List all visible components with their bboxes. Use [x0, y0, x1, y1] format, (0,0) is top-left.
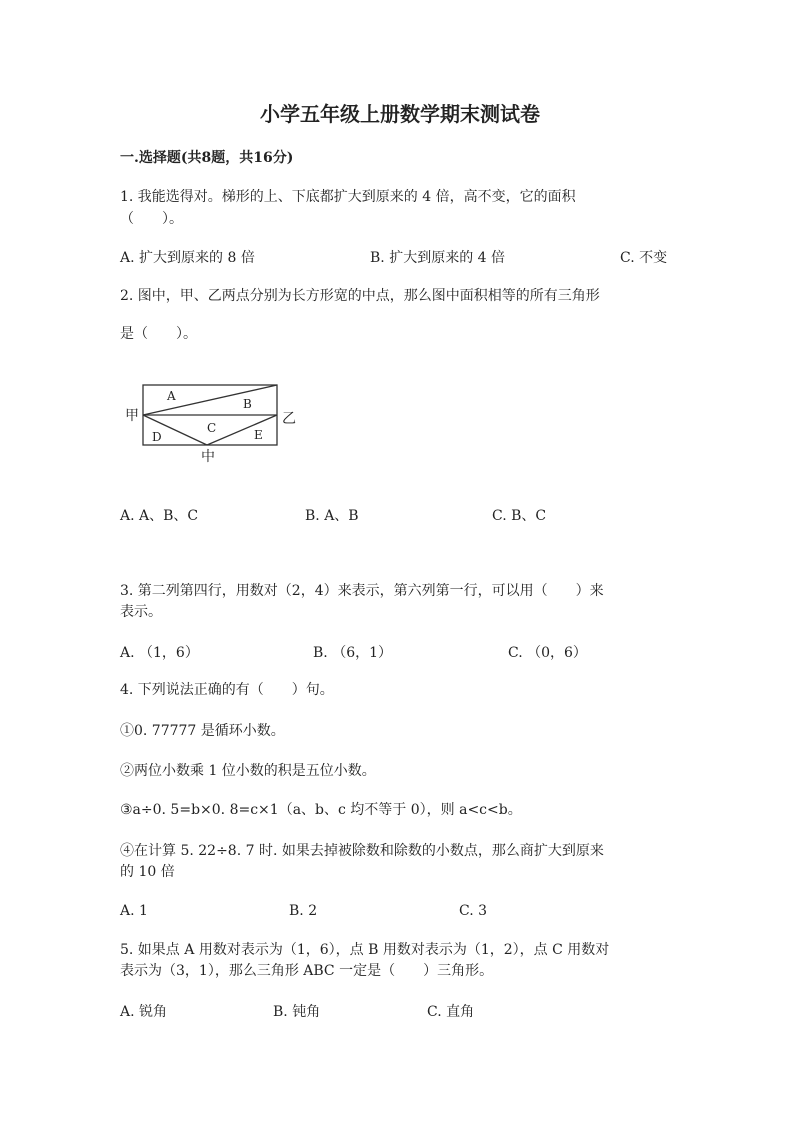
region-a-label: A: [167, 389, 176, 403]
region-b-label: B: [243, 397, 252, 411]
question-2-text: 2. 图中，甲、乙两点分别为长方形宽的中点，那么图中面积相等的所有三角形: [120, 288, 600, 304]
statement-2: ②两位小数乘 1 位小数的积是五位小数。: [120, 763, 376, 779]
question-2-text-cont: 是（ ）。: [120, 326, 197, 342]
q3-option-a[interactable]: A. （1，6）: [120, 645, 199, 661]
q1-option-b[interactable]: B. 扩大到原来的 4 倍: [370, 250, 505, 266]
question-4-text: 4. 下列说法正确的有（ ）句。: [120, 682, 334, 698]
q2-option-c[interactable]: C. B、C: [492, 508, 547, 524]
statement-4: ④在计算 5. 22÷8. 7 时. 如果去掉被除数和除数的小数点，那么商扩大到原来: [120, 843, 604, 859]
point-zhong-label: 中: [201, 449, 215, 465]
region-d-label: D: [152, 430, 162, 444]
q1-option-a[interactable]: A. 扩大到原来的 8 倍: [120, 250, 255, 266]
question-3-text: 3. 第二列第四行，用数对（2，4）来表示，第六列第一行，可以用（ ）来: [120, 583, 604, 599]
q2-option-a[interactable]: A. A、B、C: [120, 508, 199, 524]
q5-option-c[interactable]: C. 直角: [427, 1004, 475, 1020]
q4-option-a[interactable]: A. 1: [120, 903, 148, 919]
question-1-text-cont: （ ）。: [120, 211, 183, 227]
q3-option-b[interactable]: B. （6，1）: [313, 645, 393, 661]
rectangle-triangle-figure: [115, 375, 305, 470]
q5-option-a[interactable]: A. 锐角: [120, 1004, 168, 1020]
q4-option-b[interactable]: B. 2: [289, 903, 318, 919]
section-heading: 一.选择题(共8题，共16分): [120, 150, 294, 166]
question-1-text: 1. 我能选得对。梯形的上、下底都扩大到原来的 4 倍，高不变，它的面积: [120, 189, 576, 205]
q3-option-c[interactable]: C. （0，6）: [508, 645, 587, 661]
q2-option-b[interactable]: B. A、B: [305, 508, 359, 524]
statement-4-cont: 的 10 倍: [120, 864, 175, 880]
q1-option-c[interactable]: C. 不变: [620, 250, 668, 266]
question-3-text-cont: 表示。: [120, 604, 162, 620]
region-c-label: C: [207, 421, 217, 435]
statement-3: ③a÷0. 5=b×0. 8=c×1（a、b、c 均不等于 0），则 a<c<b。: [120, 802, 522, 818]
q5-option-b[interactable]: B. 钝角: [273, 1004, 321, 1020]
statement-1: ①0. 77777 是循环小数。: [120, 723, 285, 739]
question-5-text-cont: 表示为（3，1），那么三角形 ABC 一定是（ ）三角形。: [120, 963, 494, 979]
point-yi-label: 乙: [282, 411, 296, 427]
region-e-label: E: [254, 428, 263, 442]
point-jia-label: 甲: [125, 408, 139, 424]
page-title: 小学五年级上册数学期末测试卷: [260, 102, 540, 126]
question-5-text: 5. 如果点 A 用数对表示为（1，6），点 B 用数对表示为（1，2），点 C 用数对: [120, 942, 610, 958]
q4-option-c[interactable]: C. 3: [459, 903, 488, 919]
